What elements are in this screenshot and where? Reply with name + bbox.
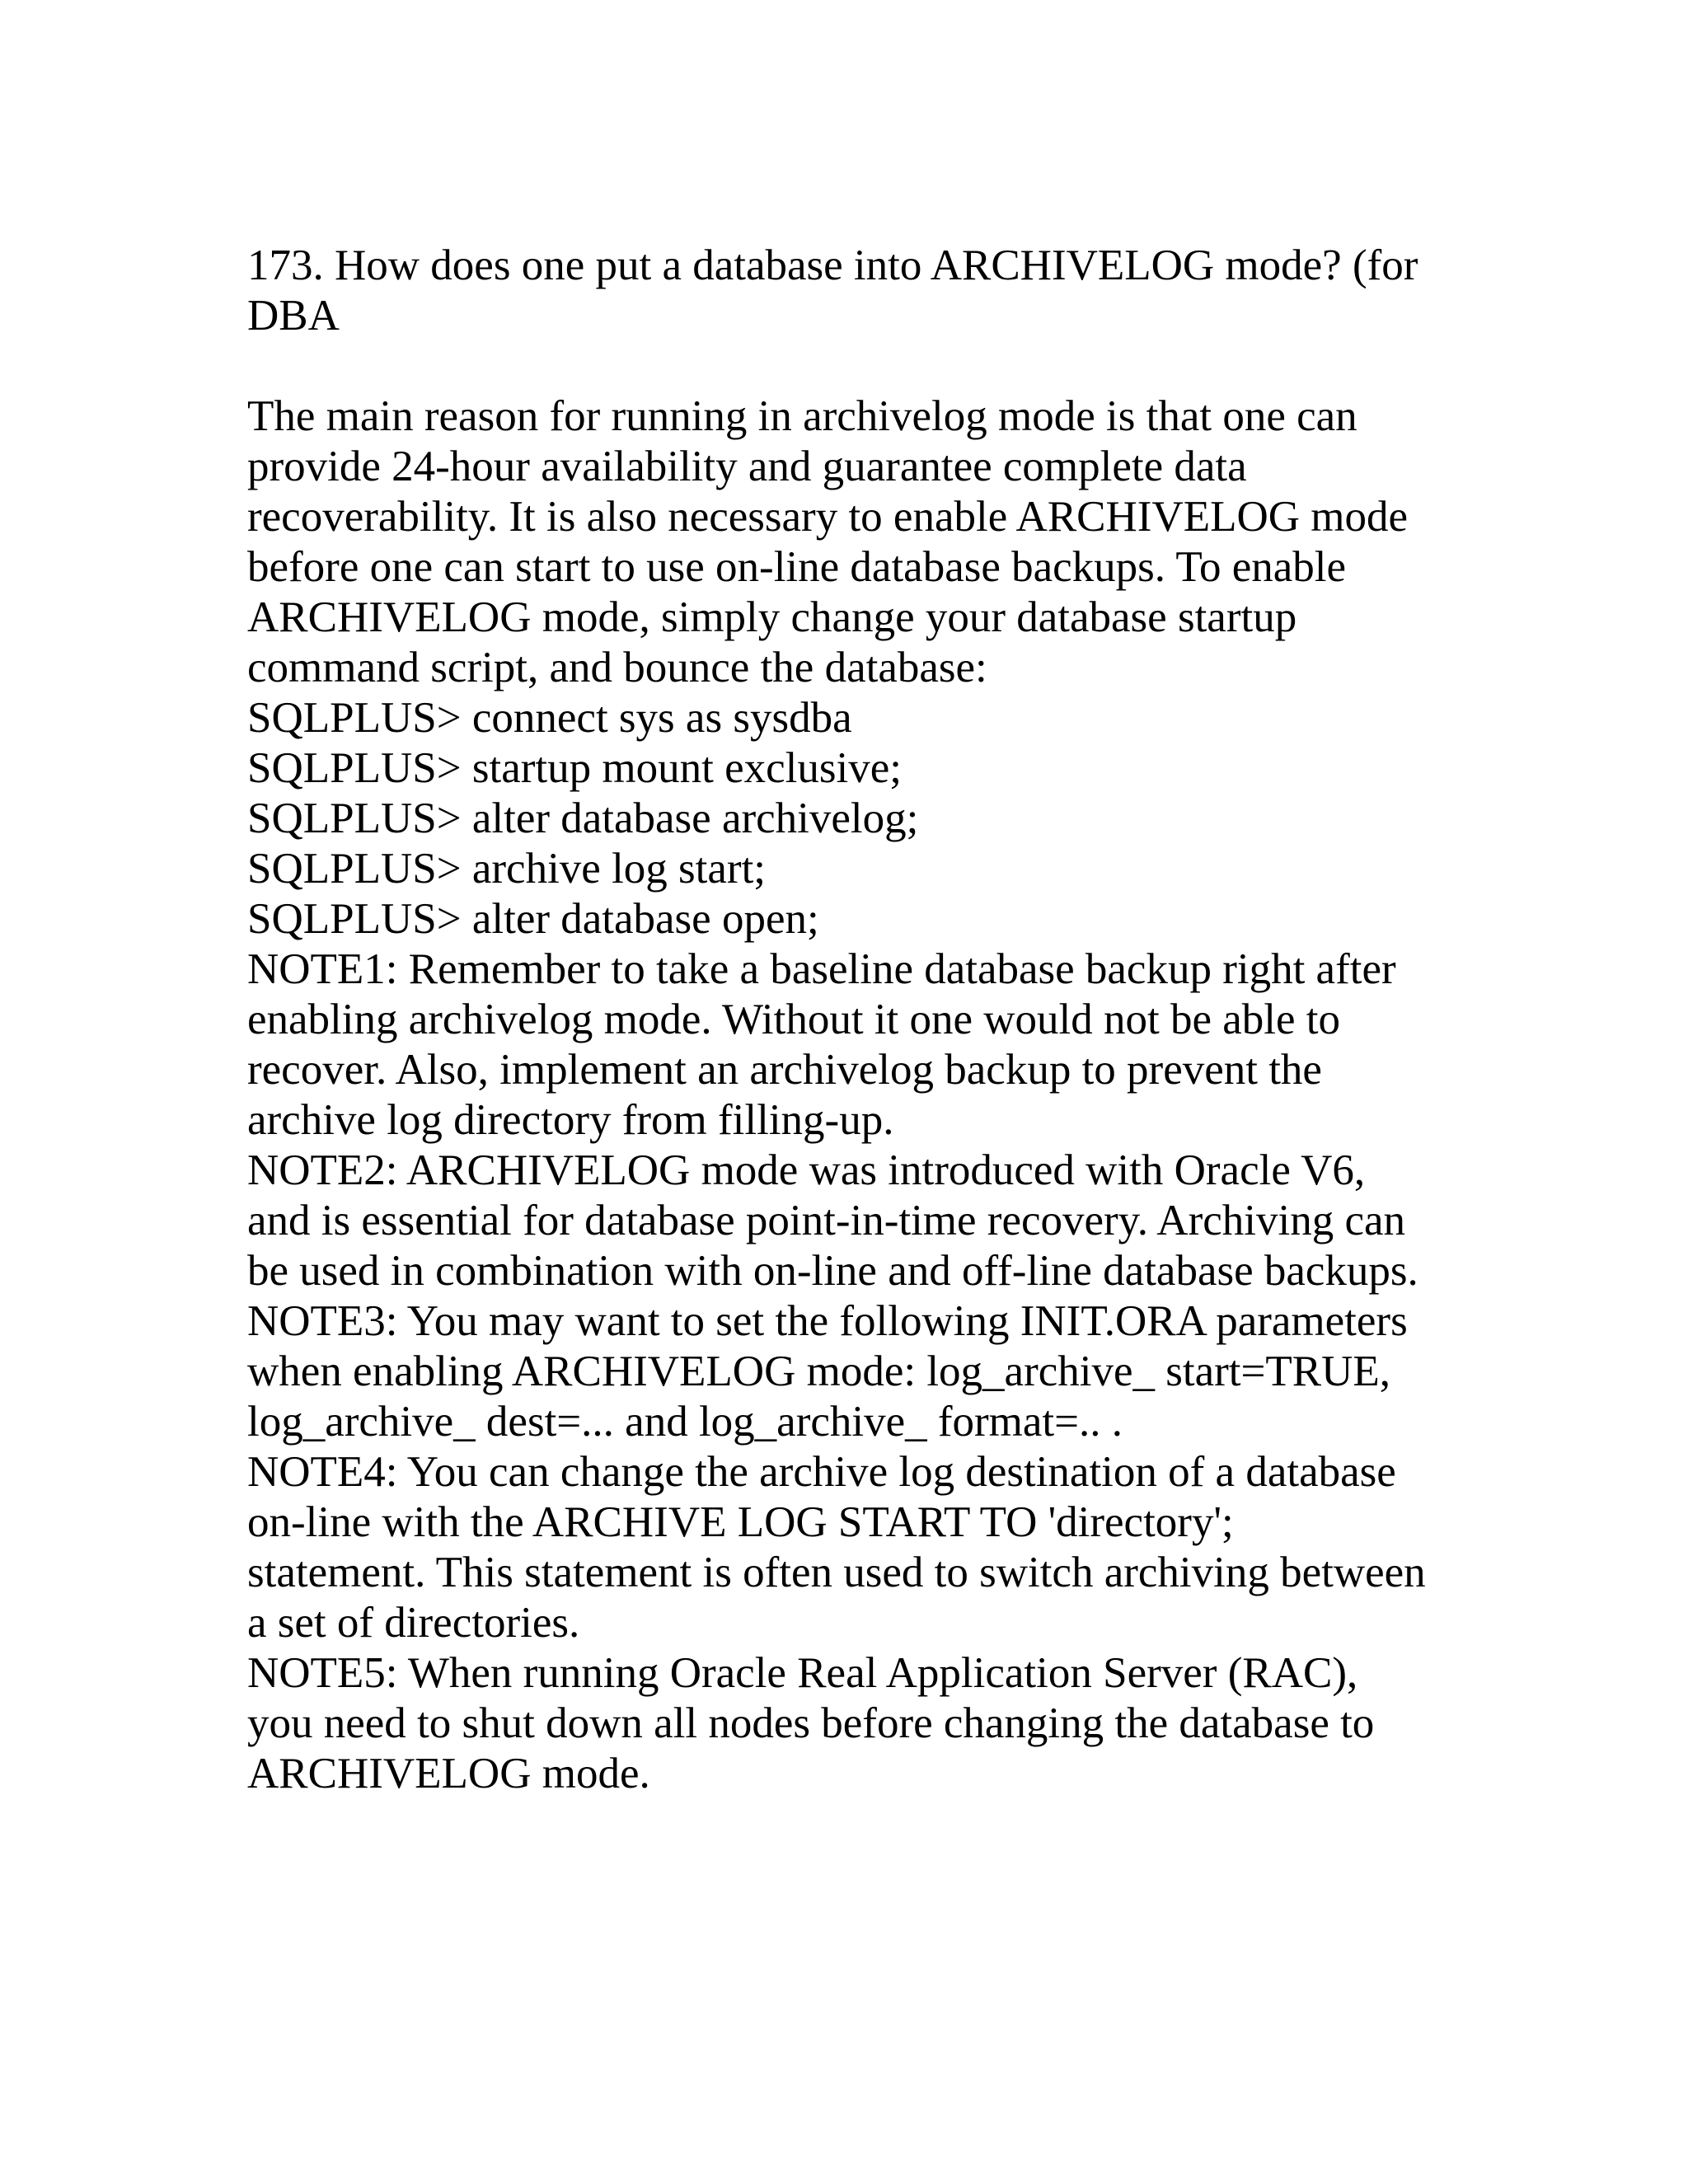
sql-command-line: SQLPLUS> alter database archivelog; [247,794,919,842]
sql-command-line: SQLPLUS> archive log start; [247,845,767,893]
note2-line: and is essential for database point-in-time recovery. Archiving can [247,1197,1405,1244]
answer-body [247,391,1467,1799]
body-line: command script, and bounce the database: [247,644,987,691]
note3-line: log_archive_ dest=... and log_archive_ format=.. . [247,1398,1123,1446]
paragraph-spacer [247,341,1467,391]
note3-line: NOTE3: You may want to set the following INIT.ORA parameters [247,1297,1408,1345]
note4-line: statement. This statement is often used to switch archiving between [247,1549,1426,1596]
sql-command-line: SQLPLUS> alter database open; [247,895,819,943]
note4-line: a set of directories. [247,1599,580,1647]
heading-line-2: DBA [247,292,340,340]
note1-line: NOTE1: Remember to take a baseline database backup right after [247,945,1396,993]
question-heading [247,241,1467,341]
body-line: provide 24-hour availability and guarantee complete data [247,443,1247,490]
sql-command-line: SQLPLUS> startup mount exclusive; [247,744,902,792]
body-line: The main reason for running in archivelog mode is that one can [247,392,1357,440]
sql-command-line: SQLPLUS> connect sys as sysdba [247,694,852,742]
heading-line-1: 173. How does one put a database into ARCHIVELOG mode? (for [247,241,1418,289]
body-line: ARCHIVELOG mode, simply change your database startup [247,593,1297,641]
note3-line: when enabling ARCHIVELOG mode: log_archive_ start=TRUE, [247,1347,1391,1395]
note4-line: NOTE4: You can change the archive log destination of a database [247,1448,1396,1496]
note2-line: NOTE2: ARCHIVELOG mode was introduced with Oracle V6, [247,1146,1366,1194]
note4-line: on-line with the ARCHIVE LOG START TO 'directory'; [247,1498,1234,1546]
note5-line: you need to shut down all nodes before changing the database to [247,1699,1375,1747]
note5-line: ARCHIVELOG mode. [247,1750,650,1797]
document-content [247,241,1467,1799]
note2-line: be used in combination with on-line and off-line database backups. [247,1247,1418,1295]
note5-line: NOTE5: When running Oracle Real Application Server (RAC), [247,1649,1358,1697]
note1-line: enabling archivelog mode. Without it one would not be able to [247,996,1341,1043]
body-line: before one can start to use on-line database backups. To enable [247,543,1347,591]
note1-line: archive log directory from filling-up. [247,1096,894,1144]
body-line: recoverability. It is also necessary to enable ARCHIVELOG mode [247,493,1409,541]
note1-line: recover. Also, implement an archivelog backup to prevent the [247,1046,1322,1094]
